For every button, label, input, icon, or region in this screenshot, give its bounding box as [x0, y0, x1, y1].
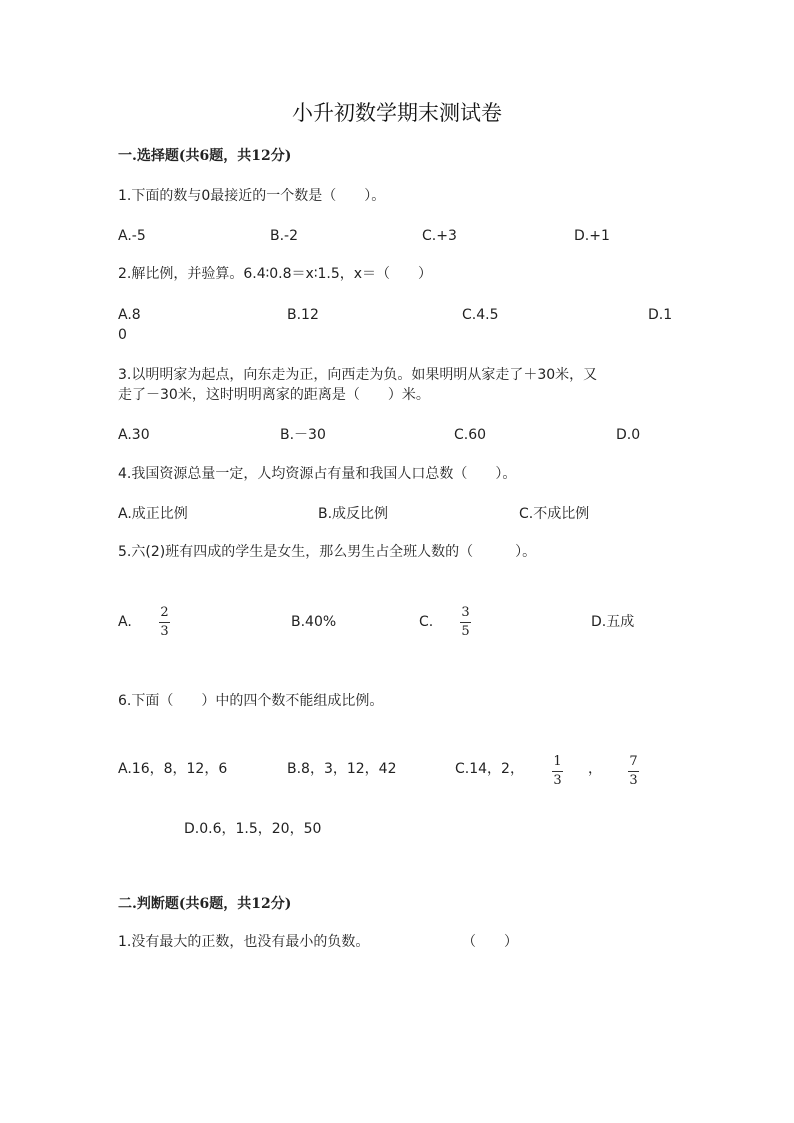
q4-option-b[interactable]: B.成反比例	[318, 506, 389, 522]
q2-option-b[interactable]: B.12	[287, 307, 319, 323]
question-2-text: 2.解比例，并验算。6.4∶0.8＝x∶1.5，x＝（ ）	[118, 266, 433, 282]
q6-option-b[interactable]: B.8，3，12，42	[287, 761, 397, 777]
page-title: 小升初数学期末测试卷	[292, 101, 502, 125]
q5-option-a-fraction[interactable]	[159, 606, 170, 639]
fraction-denominator: 5	[461, 624, 470, 639]
q1-option-d[interactable]: D.+1	[574, 228, 610, 244]
question-3-line-2: 走了－30米，这时明明离家的距离是（ ）米。	[118, 387, 430, 403]
q5-option-b[interactable]: B.40%	[291, 614, 337, 630]
fraction-bar	[552, 771, 563, 772]
q6-option-d[interactable]: D.0.6，1.5，20，50	[184, 821, 322, 837]
fraction-bar	[159, 622, 170, 623]
fraction-numerator: 7	[629, 754, 638, 769]
q3-option-d[interactable]: D.0	[616, 427, 641, 443]
q3-option-a[interactable]: A.30	[118, 427, 150, 443]
q1-option-b[interactable]: B.-2	[270, 228, 299, 244]
q2-option-d[interactable]: D.1	[648, 307, 673, 323]
q2-option-a[interactable]: A.8	[118, 307, 141, 323]
question-6-text: 6.下面（ ）中的四个数不能组成比例。	[118, 693, 384, 709]
fraction-numerator: 1	[553, 754, 562, 769]
fraction-denominator: 3	[160, 624, 169, 639]
section-heading-judgement: 二.判断题(共6题，共12分)	[118, 896, 292, 912]
judgement-1-answer-bracket[interactable]: （ ）	[462, 934, 518, 950]
fraction-numerator: 2	[160, 605, 169, 620]
q5-option-a-label[interactable]: A.	[118, 614, 132, 630]
fraction-numerator: 3	[461, 605, 470, 620]
q6-option-c-fraction-1	[552, 755, 563, 788]
q5-option-d[interactable]: D.五成	[591, 614, 635, 630]
q6-option-c[interactable]: C.14，2，	[455, 761, 524, 777]
section-heading-choice: 一.选择题(共6题，共12分)	[118, 148, 292, 164]
q6-option-c-separator: ，	[588, 761, 602, 777]
q3-option-b[interactable]: B.－30	[280, 427, 326, 443]
q6-option-c-fraction-2	[628, 755, 639, 788]
fraction-bar	[628, 771, 639, 772]
question-3-line-1: 3.以明明家为起点，向东走为正，向西走为负。如果明明从家走了＋30米，又	[118, 367, 598, 383]
question-1-text: 1.下面的数与0最接近的一个数是（ ）。	[118, 188, 386, 204]
q4-option-a[interactable]: A.成正比例	[118, 506, 188, 522]
q5-option-c-label[interactable]: C.	[419, 614, 434, 630]
fraction-denominator: 3	[553, 773, 562, 788]
q3-option-c[interactable]: C.60	[454, 427, 487, 443]
fraction-denominator: 3	[629, 773, 638, 788]
q4-option-c[interactable]: C.不成比例	[519, 506, 590, 522]
q5-option-c-fraction[interactable]	[460, 606, 471, 639]
q1-option-c[interactable]: C.+3	[422, 228, 457, 244]
question-4-text: 4.我国资源总量一定，人均资源占有量和我国人口总数（ ）。	[118, 466, 517, 482]
q2-option-c[interactable]: C.4.5	[462, 307, 499, 323]
q2-option-d-wrap: 0	[118, 327, 127, 343]
question-5-text: 5.六(2)班有四成的学生是女生，那么男生占全班人数的（ ）。	[118, 544, 537, 560]
q6-option-a[interactable]: A.16，8，12，6	[118, 761, 228, 777]
fraction-bar	[460, 622, 471, 623]
q1-option-a[interactable]: A.-5	[118, 228, 146, 244]
judgement-1-text: 1.没有最大的正数，也没有最小的负数。	[118, 934, 370, 950]
